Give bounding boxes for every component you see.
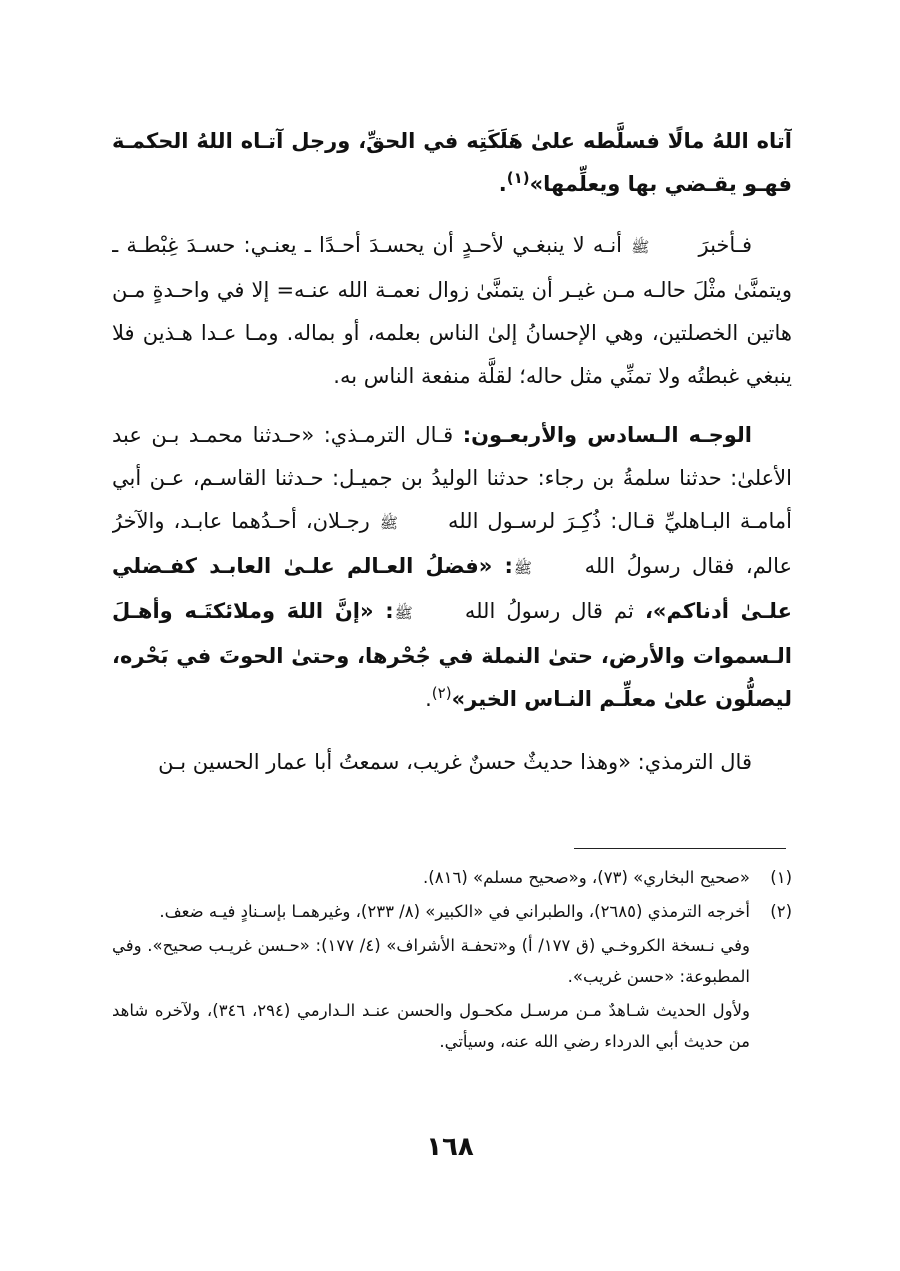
footnote-2 [112,896,792,927]
hadith-text-1: آتاه اللهُ مالًا فسلَّطه علىٰ هَلَكَتِه في الحقِّ، ورجل آتـاه اللهُ الحكمـة فهـو يقـضي بها ويعلِّمها» [112,129,792,196]
narration-text-2: ثم قال رسولُ الله [464,599,634,623]
footnote-ref-1[interactable]: (١) [506,169,530,187]
footnote-2-text-b: وفي نـسخة الكروخـي (ق ١٧٧/ أ) و«تحفـة الأشراف» (٤/ ١٧٧): «حـسن غريـب صحيح». وفي المطبوعة: «حسن غريب». [112,936,751,986]
section-heading: الوجـه الـسادس والأربعـون: [462,423,752,447]
tirmidhi-comment-text: قال الترمذي: «وهذا حديثٌ حسنٌ غريب، سمعتُ أبا عمار الحسين بـن [158,750,752,774]
footnote-ref-2[interactable]: (٢) [431,684,452,702]
footnote-2-number: (٢) [770,902,792,921]
footnote-divider [574,848,786,849]
paragraph-end-3: . [425,687,432,711]
commentary-paragraph [112,224,792,398]
footnote-2-continuation-1 [112,930,792,992]
hadith-paragraph-1 [112,120,792,206]
commentary-text-a: فـأخبرَ [698,233,752,257]
footnote-2-continuation-2 [112,995,792,1057]
footnote-2-text-c: ولأول الحديث شـاهدٌ مـن مرسـل مكحـول والحسن عنـد الـدارمي (٢٩٤، ٣٤٦)، ولآخره شاهد من حديث أبي الدرداء رضي الله عنه، وسيأتي. [112,1001,750,1051]
footnote-1 [112,862,792,893]
narration-text: رجـلان، أحـدُهما عابـد، والآخرُ عالم، فقال رسولُ الله [112,509,792,578]
page-number: ١٦٨ [426,1132,474,1162]
footnote-2-text: أخرجه الترمذي (٢٦٨٥)، والطبراني في «الكبير» (٨/ ٢٣٣)، وغيرهمـا بإسـنادٍ فيـه ضعف. [159,902,750,921]
salawat-symbol-icon: ﷺ [513,559,533,577]
salawat-symbol-icon: ﷺ [631,238,650,256]
footnotes-section [112,862,792,1060]
isnad-text: قـال الترمـذي: «حـدثنا محمـد بـن عبد الأعلىٰ: حدثنا سلمةُ بن رجاء: حدثنا الوليدُ بن جميـل: حـدثنا القاسـم، عـن أبي أمامـة البـاهليِّ قـال: ذُكِـرَ لرسـول الله [112,423,792,533]
paragraph-end-1: . [498,172,507,196]
tirmidhi-comment-paragraph [112,741,792,784]
footnote-1-text: «صحيح البخاري» (٧٣)، و«صحيح مسلم» (٨١٦). [423,868,750,887]
salawat-symbol-icon: ﷺ [394,604,413,622]
hadith-quote-2: : «إنَّ اللهَ وملائكتَـه وأهـلَ الـسموات والأرض، حتىٰ النملة في جُحْرها، وحتىٰ الحوتَ في بَحْره، ليصلُّون علىٰ معلِّـم النـاس الخير» [112,599,792,711]
salawat-symbol-icon: ﷺ [379,514,398,532]
section-46-paragraph [112,414,792,721]
footnote-1-number: (١) [770,868,792,887]
hadith-quote-1: : «فضلُ العـالم علـىٰ العابـد كفـضلي علـىٰ أدناكم»، [112,554,792,623]
commentary-text-b: أنـه لا ينبغـي لأحـدٍ أن يحسـدَ أحـدًا ـ يعنـي: حسـدَ غِبْطـة ـ ويتمنَّىٰ مثْلَ حالـه مـن غيـر أن يتمنَّىٰ زوال نعمـة الله عنـه= إلا في واحـدةٍ مـن هاتين الخصلتين، وهي الإحسانُ إلىٰ الناس بعلمه، أو بماله. ومـا عـدا هـذين فلا ينبغي غبطتُه ولا تمنِّي مثل حاله؛ لقلَّة منفعة الناس به. [112,233,792,388]
